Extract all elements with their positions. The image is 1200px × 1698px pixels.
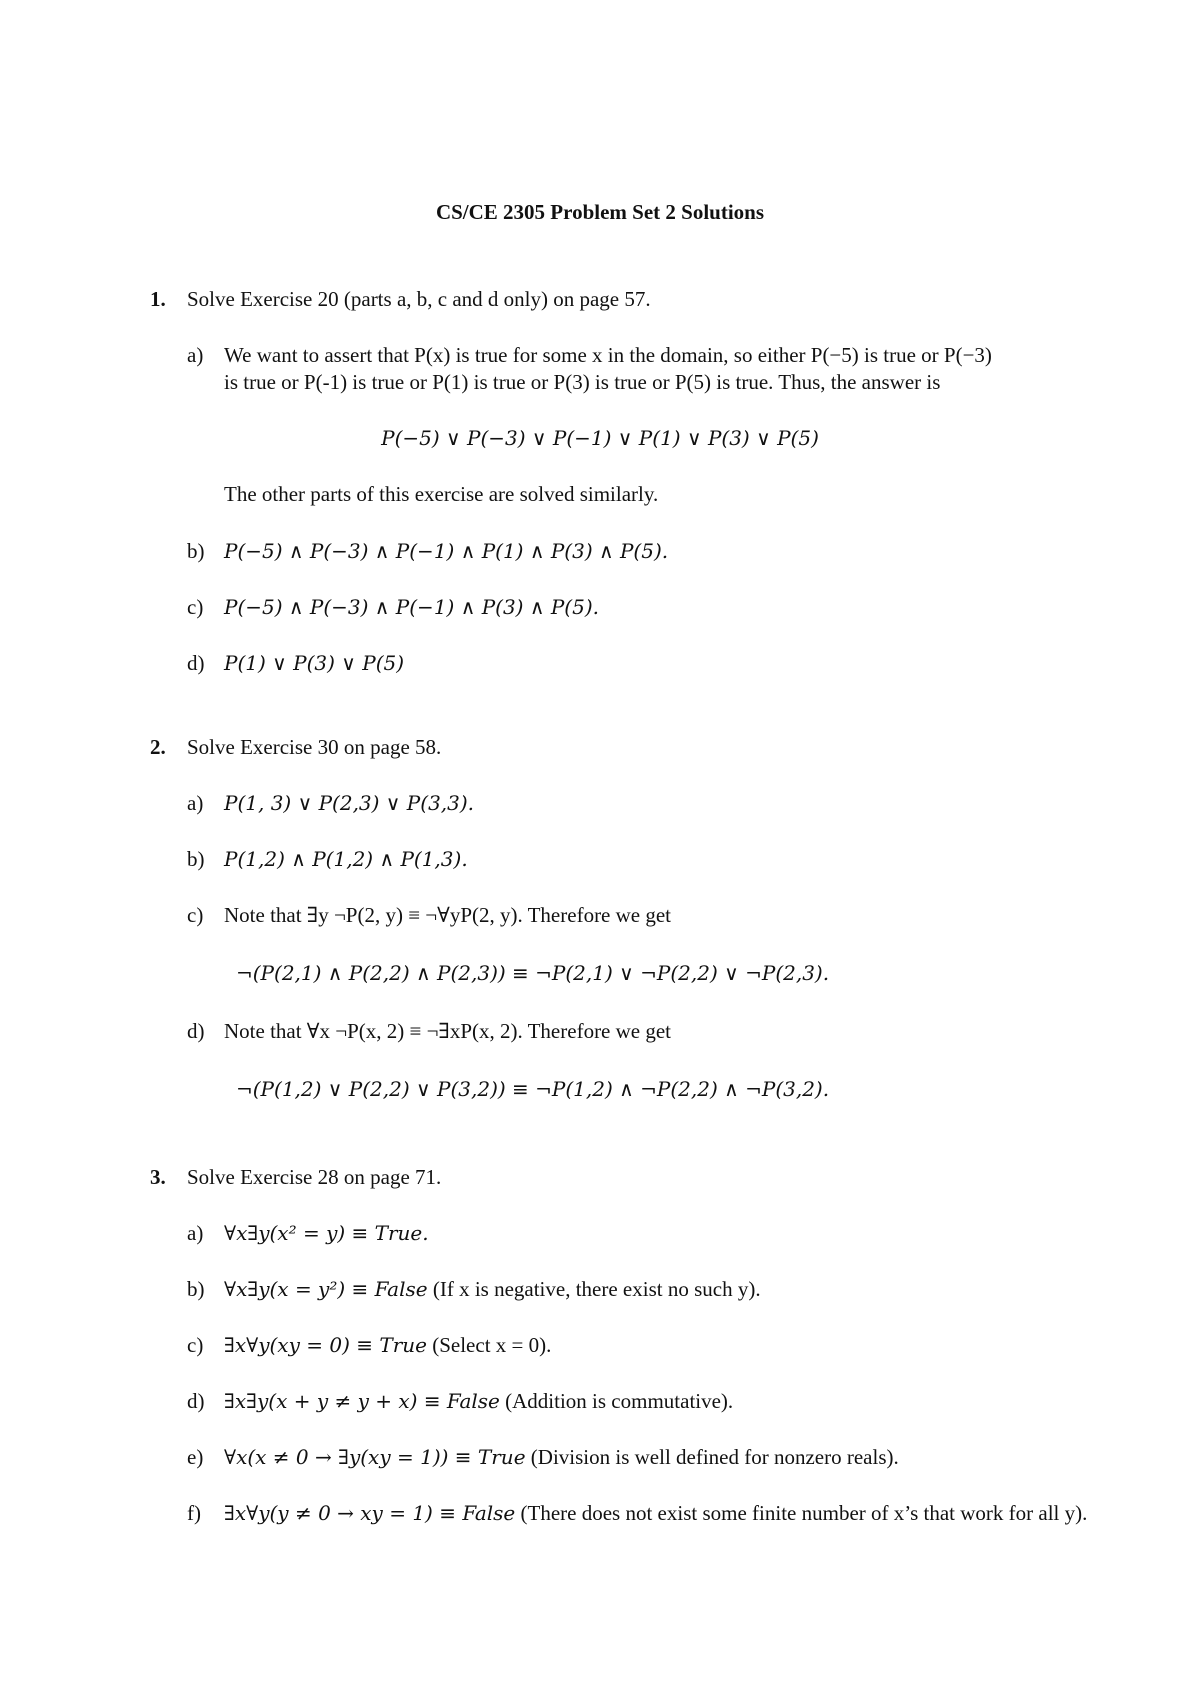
- problem-1-number: 1.: [150, 287, 166, 311]
- problem-1a-label: a): [187, 343, 204, 367]
- page-title: CS/CE 2305 Problem Set 2 Solutions: [435, 200, 765, 224]
- problem-3f-note: (There does not exist some finite number of x’s that work for all y).: [515, 1501, 1088, 1525]
- problem-2c-formula: ¬(P(2,1) ∧ P(2,2) ∧ P(2,3)) ≡ ¬P(2,1) ∨ ¬P(2,2) ∨ ¬P(2,3).: [236, 961, 830, 985]
- problem-2d-label: d): [187, 1019, 205, 1043]
- problem-1b-label: b): [187, 539, 205, 563]
- problem-3e-line: [224, 1444, 899, 1470]
- problem-1-note: The other parts of this exercise are solved similarly.: [224, 482, 659, 506]
- problem-2d-formula: ¬(P(1,2) ∨ P(2,2) ∨ P(3,2)) ≡ ¬P(1,2) ∧ ¬P(2,2) ∧ ¬P(3,2).: [236, 1077, 830, 1101]
- problem-3-prompt: Solve Exercise 28 on page 71.: [187, 1165, 442, 1189]
- problem-3b-note: (If x is negative, there exist no such y).: [427, 1277, 761, 1301]
- problem-2c-text: Note that ∃y ¬P(2, y) ≡ ¬∀yP(2, y). Therefore we get: [224, 903, 672, 927]
- problem-2c-label: c): [187, 903, 204, 927]
- problem-2-number: 2.: [150, 735, 166, 759]
- problem-1b-formula: P(−5) ∧ P(−3) ∧ P(−1) ∧ P(1) ∧ P(3) ∧ P(5).: [224, 539, 669, 563]
- problem-3b-formula: ∀x∃y(x = y²) ≡ False: [224, 1277, 428, 1301]
- problem-3d-formula: ∃x∃y(x + y ≠ y + x) ≡ False: [224, 1389, 500, 1413]
- problem-1a-text-line-1: We want to assert that P(x) is true for some x in the domain, so either P(−5) is true or P(−3): [224, 343, 992, 367]
- problem-2-prompt: Solve Exercise 30 on page 58.: [187, 735, 442, 759]
- problem-2b-formula: P(1,2) ∧ P(1,2) ∧ P(1,3).: [224, 847, 468, 871]
- problem-2a-formula: P(1, 3) ∨ P(2,3) ∨ P(3,3).: [224, 791, 475, 815]
- problem-3d-label: d): [187, 1389, 205, 1413]
- problem-3b-label: b): [187, 1277, 205, 1301]
- problem-1d-formula: P(1) ∨ P(3) ∨ P(5): [224, 651, 405, 675]
- problem-3c-note: (Select x = 0).: [426, 1333, 552, 1357]
- problem-3f-label: f): [187, 1501, 201, 1525]
- problem-3a-label: a): [187, 1221, 204, 1245]
- problem-3d-line: [224, 1388, 733, 1414]
- problem-1a-text-line-2: is true or P(-1) is true or P(1) is true or P(3) is true or P(5) is true. Thus, the answer is: [224, 370, 941, 394]
- problem-3e-label: e): [187, 1445, 204, 1469]
- problem-1a-formula: P(−5) ∨ P(−3) ∨ P(−1) ∨ P(1) ∨ P(3) ∨ P(5): [381, 426, 819, 450]
- problem-3d-note: (Addition is commutative).: [499, 1389, 734, 1413]
- problem-2a-label: a): [187, 791, 204, 815]
- problem-3f-formula: ∃x∀y(y ≠ 0 → xy = 1) ≡ False: [224, 1501, 516, 1525]
- problem-2d-text: Note that ∀x ¬P(x, 2) ≡ ¬∃xP(x, 2). Therefore we get: [224, 1019, 672, 1043]
- problem-2b-label: b): [187, 847, 205, 871]
- problem-3e-note: (Division is well defined for nonzero reals).: [525, 1445, 899, 1469]
- problem-3c-label: c): [187, 1333, 204, 1357]
- problem-3b-line: [224, 1276, 761, 1302]
- problem-3c-line: [224, 1332, 551, 1358]
- problem-3c-formula: ∃x∀y(xy = 0) ≡ True: [224, 1333, 427, 1357]
- problem-1-prompt: Solve Exercise 20 (parts a, b, c and d only) on page 57.: [187, 287, 651, 311]
- problem-3e-formula: ∀x(x ≠ 0 → ∃y(xy = 1)) ≡ True: [224, 1445, 526, 1469]
- problem-1c-formula: P(−5) ∧ P(−3) ∧ P(−1) ∧ P(3) ∧ P(5).: [224, 595, 599, 619]
- problem-1d-label: d): [187, 651, 205, 675]
- problem-1c-label: c): [187, 595, 204, 619]
- problem-3f-line: [224, 1500, 1094, 1526]
- problem-3-number: 3.: [150, 1165, 166, 1189]
- problem-3a-formula: ∀x∃y(x² = y) ≡ True.: [224, 1221, 429, 1245]
